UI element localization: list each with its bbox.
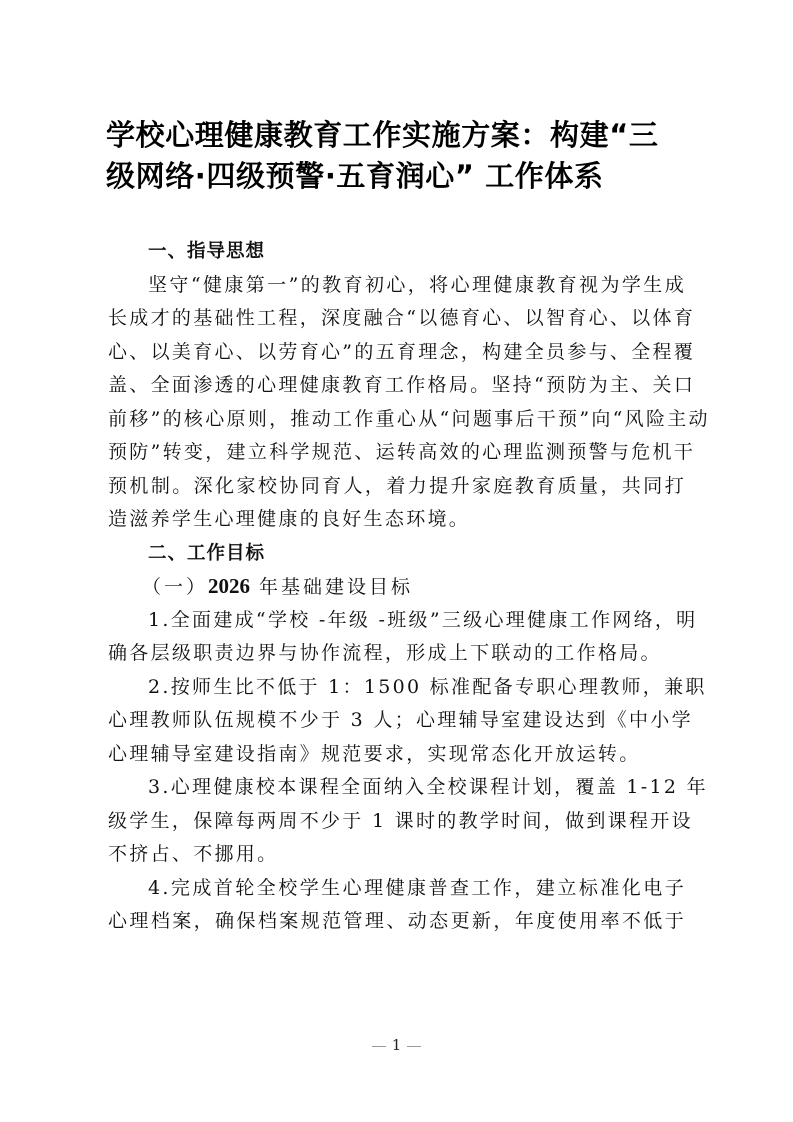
paragraph-line: 3.心理健康校本课程全面纳入全校课程计划，覆盖 1-12 年	[148, 776, 708, 798]
goal-item-3	[108, 771, 708, 872]
paragraph-line: 1.全面建成“学校 -年级 -班级”三级心理健康工作网络，明	[148, 608, 698, 631]
paragraph-line: 2.按师生比不低于 1：1500 标准配备专职心理教师，兼职	[148, 675, 707, 698]
paragraph-line: 预防”转变，建立科学规范、运转高效的心理监测预警与危机干	[108, 441, 696, 463]
page-number-value: 1	[391, 1036, 402, 1054]
paragraph-guiding-ideology	[108, 269, 710, 537]
page-number-dash-right	[407, 1046, 421, 1047]
paragraph-line: 4.完成首轮全校学生心理健康普查工作，建立标准化电子	[148, 876, 686, 899]
paragraph-line: 级学生，保障每两周不少于 1 课时的教学时间，做到课程开设	[108, 809, 693, 832]
goal-item-2	[108, 671, 707, 772]
paragraph-line: 造滋养学生心理健康的良好生态环境。	[108, 508, 471, 530]
paragraph-line: 心、以美育心、以劳育心”的五育理念，构建全员参与、全程覆	[108, 340, 696, 363]
page-number-dash-left	[372, 1046, 386, 1047]
subheading-prefix: （一）	[142, 576, 209, 598]
paragraph-line: 心理辅导室建设指南》规范要求，实现常态化开放运转。	[108, 742, 641, 765]
paragraph-line: 预机制。深化家校协同育人，着力提升家庭教育质量，共同打	[108, 474, 686, 497]
goal-item-1	[108, 604, 698, 671]
document-body	[108, 235, 710, 939]
title-line-1: 学校心理健康教育工作实施方案：构建“三	[106, 118, 659, 152]
page-number	[0, 1036, 793, 1054]
paragraph-line: 不挤占、不挪用。	[108, 843, 279, 865]
paragraph-line: 心理档案，确保档案规范管理、动态更新，年度使用率不低于	[108, 910, 686, 932]
paragraph-line: 确各层级职责边界与协作流程，形成上下联动的工作格局。	[108, 642, 662, 664]
paragraph-line: 盖、全面渗透的心理健康教育工作格局。坚持“预防为主、关口	[108, 374, 696, 396]
section-heading-work-goals: 二、工作目标	[148, 542, 266, 564]
section-heading-guiding-ideology: 一、指导思想	[148, 241, 266, 262]
document-title	[106, 115, 688, 197]
paragraph-line: 心理教师队伍规模不少于 3 人；心理辅导室建设达到《中小学	[108, 709, 693, 731]
subheading-suffix: 年基础建设目标	[250, 576, 414, 598]
title-line-2: 级网络·四级预警·五育润心” 工作体系	[106, 159, 604, 193]
subheading-2026-goals	[108, 570, 686, 604]
paragraph-line: 前移”的核心原则，推动工作重心从“问题事后干预”向“风险主动	[108, 407, 710, 430]
goal-item-4	[108, 872, 686, 939]
subheading-year: 2026	[208, 574, 251, 598]
paragraph-line: 长成才的基础性工程，深度融合“以德育心、以智育心、以体育	[108, 307, 696, 329]
paragraph-line: 坚守“健康第一”的教育初心，将心理健康教育视为学生成	[148, 273, 686, 296]
